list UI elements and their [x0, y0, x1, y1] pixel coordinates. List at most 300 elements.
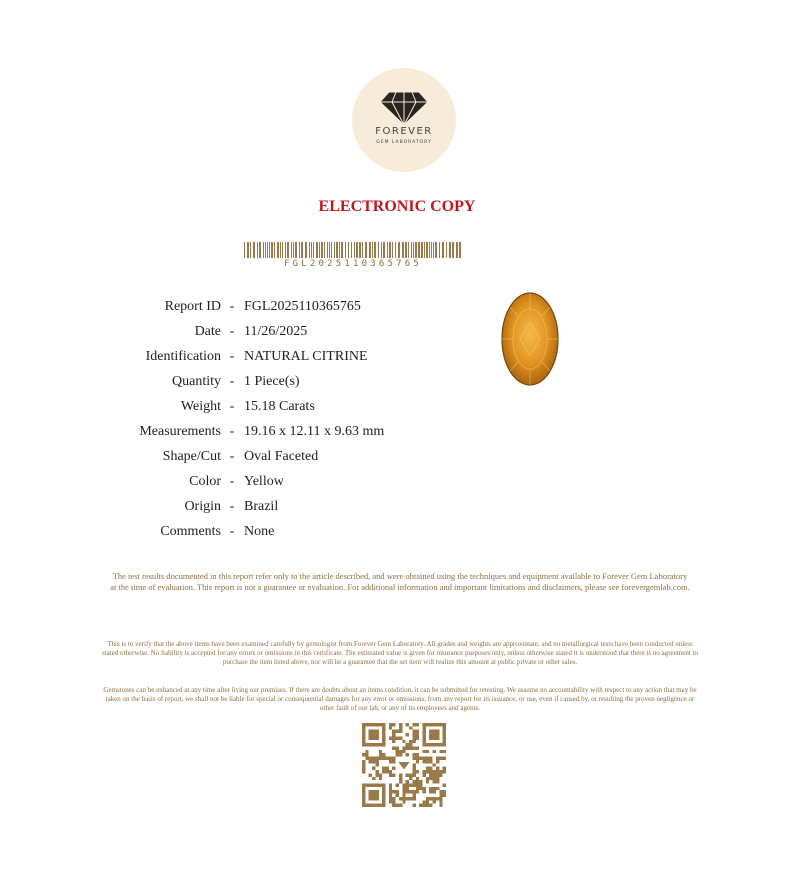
qr-module — [412, 753, 415, 756]
qr-module — [416, 787, 419, 790]
qr-module — [369, 757, 372, 760]
qr-module — [443, 794, 446, 797]
qr-module — [396, 783, 399, 786]
field-value: 1 Piece(s) — [244, 373, 300, 389]
barcode-bar — [395, 242, 396, 258]
barcode-bar — [449, 242, 451, 258]
field-value: 11/26/2025 — [244, 323, 308, 339]
qr-module — [379, 773, 382, 776]
field-label: Measurements — [139, 423, 221, 439]
qr-module — [443, 750, 446, 753]
qr-module — [402, 740, 405, 743]
barcode-bar — [282, 242, 283, 258]
qr-module — [389, 790, 392, 793]
qr-module — [443, 783, 446, 786]
qr-module — [372, 757, 375, 760]
qr-module — [426, 780, 429, 783]
qr-module — [412, 797, 415, 800]
qr-module — [402, 794, 405, 797]
qr-module — [426, 760, 429, 763]
barcode-bar — [433, 242, 434, 258]
barcode-bar — [378, 242, 379, 258]
qr-module — [396, 753, 399, 756]
qr-module — [389, 770, 392, 773]
barcode-bar — [374, 242, 376, 258]
qr-module — [412, 723, 415, 726]
qr-module — [429, 773, 432, 776]
qr-module — [389, 736, 392, 739]
barcode-bar — [356, 242, 358, 258]
qr-module — [396, 804, 399, 807]
qr-module — [362, 753, 365, 756]
qr-module — [392, 773, 395, 776]
qr-module — [422, 757, 425, 760]
barcode-bar — [291, 242, 292, 258]
qr-module — [392, 800, 395, 803]
qr-module — [429, 767, 432, 770]
qr-module — [429, 757, 432, 760]
qr-module — [409, 773, 412, 776]
qr-module — [416, 780, 419, 783]
barcode-bar — [336, 242, 338, 258]
qr-module — [433, 770, 436, 773]
qr-module — [375, 770, 378, 773]
qr-module — [426, 804, 429, 807]
qr-module — [389, 723, 392, 726]
qr-module — [416, 783, 419, 786]
liability-notice: Gemstones can be enhanced at any time after living our premises. If there are doubts about an items condition, it can be submitted for retesting. We assume no accountability with respect to any action that may be taken on the basis of report, we shall not be liable for special or consequential damages for any error or omissions, from any report for its issuance, or use, even if caused by, or resulting the proven negligence or other fault of our lab, or any of its employees and agents. — [103, 686, 697, 712]
qr-module — [379, 750, 382, 753]
qr-module — [412, 770, 415, 773]
barcode-bar — [280, 242, 281, 258]
qr-module — [422, 790, 425, 793]
qr-module — [439, 800, 442, 803]
qr-module — [439, 804, 442, 807]
field-row-comments — [100, 519, 440, 544]
qr-module — [362, 767, 365, 770]
field-separator: - — [229, 398, 235, 414]
qr-module — [399, 804, 402, 807]
barcode-bar — [263, 242, 264, 258]
field-value: Brazil — [244, 498, 279, 514]
qr-module — [389, 787, 392, 790]
barcode-number: FGL2025110365765 — [284, 259, 422, 269]
qr-module — [409, 797, 412, 800]
qr-module — [433, 750, 436, 753]
qr-module — [386, 770, 389, 773]
qr-module — [412, 733, 415, 736]
qr-finder — [369, 790, 379, 800]
qr-code[interactable] — [362, 723, 446, 807]
qr-module — [429, 760, 432, 763]
qr-module — [439, 790, 442, 793]
field-label: Identification — [145, 348, 221, 364]
qr-finder — [429, 730, 439, 740]
qr-module — [412, 763, 415, 766]
qr-module — [433, 787, 436, 790]
barcode-bar — [305, 242, 307, 258]
qr-module — [429, 777, 432, 780]
field-separator: - — [229, 323, 235, 339]
barcode-bar — [316, 242, 318, 258]
barcode-bar — [402, 242, 404, 258]
qr-module — [406, 743, 409, 746]
qr-module — [402, 797, 405, 800]
barcode-bar — [269, 242, 270, 258]
barcode-bar — [271, 242, 273, 258]
citrine-gem-image — [500, 290, 560, 388]
field-label: Quantity — [172, 373, 221, 389]
qr-module — [412, 767, 415, 770]
field-row-date — [100, 319, 440, 344]
field-row-quantity — [100, 369, 440, 394]
barcode-bar — [301, 242, 303, 258]
qr-module — [386, 757, 389, 760]
barcode-bar — [311, 242, 312, 258]
barcode-bar — [259, 242, 261, 258]
qr-module — [365, 753, 368, 756]
qr-module — [412, 730, 415, 733]
field-label: Report ID — [164, 298, 221, 314]
qr-module — [426, 767, 429, 770]
qr-module — [406, 783, 409, 786]
qr-module — [402, 783, 405, 786]
barcode-bar — [389, 242, 391, 258]
qr-module — [399, 773, 402, 776]
field-separator: - — [229, 298, 235, 314]
qr-module — [436, 780, 439, 783]
field-label: Color — [189, 473, 221, 489]
barcode-bar — [387, 242, 388, 258]
qr-module — [433, 800, 436, 803]
qr-module — [439, 750, 442, 753]
qr-module — [422, 787, 425, 790]
barcode-bar — [408, 242, 409, 258]
qr-module — [436, 777, 439, 780]
qr-module — [433, 777, 436, 780]
barcode-bar — [293, 242, 294, 258]
qr-module — [439, 794, 442, 797]
qr-module — [416, 770, 419, 773]
qr-module — [362, 770, 365, 773]
barcode-bar — [362, 242, 363, 258]
qr-module — [433, 763, 436, 766]
field-label: Date — [194, 323, 221, 339]
qr-module — [426, 770, 429, 773]
barcode-bar — [295, 242, 297, 258]
qr-module — [443, 767, 446, 770]
qr-module — [416, 747, 419, 750]
qr-module — [436, 760, 439, 763]
qr-module — [416, 733, 419, 736]
qr-module — [389, 797, 392, 800]
qr-module — [369, 760, 372, 763]
qr-module — [412, 747, 415, 750]
qr-module — [389, 794, 392, 797]
barcode-bar — [452, 242, 454, 258]
qr-module — [379, 757, 382, 760]
qr-module — [389, 757, 392, 760]
qr-module — [412, 740, 415, 743]
qr-module — [433, 797, 436, 800]
qr-module — [406, 797, 409, 800]
qr-module — [439, 770, 442, 773]
qr-module — [399, 726, 402, 729]
field-separator: - — [229, 423, 235, 439]
qr-module — [426, 800, 429, 803]
barcode-bar — [253, 242, 255, 258]
qr-module — [409, 783, 412, 786]
qr-module — [412, 783, 415, 786]
qr-module — [396, 730, 399, 733]
barcode-bar — [321, 242, 323, 258]
qr-module — [406, 773, 409, 776]
barcode-bar — [405, 242, 407, 258]
barcode-bar — [365, 242, 367, 258]
qr-module — [416, 730, 419, 733]
qr-module — [392, 790, 395, 793]
qr-module — [399, 777, 402, 780]
qr-module — [436, 757, 439, 760]
barcode-bar — [429, 242, 430, 258]
qr-module — [416, 723, 419, 726]
qr-module — [412, 773, 415, 776]
qr-module — [412, 780, 415, 783]
barcode-bar — [313, 242, 314, 258]
barcode-bar — [351, 242, 352, 258]
qr-module — [426, 750, 429, 753]
qr-module — [362, 760, 365, 763]
qr-module — [416, 757, 419, 760]
qr-module — [422, 773, 425, 776]
qr-module — [372, 777, 375, 780]
qr-module — [443, 770, 446, 773]
qr-module — [396, 750, 399, 753]
barcode-bar — [339, 242, 340, 258]
barcode-bar — [277, 242, 279, 258]
field-value: Yellow — [244, 473, 284, 489]
qr-module — [402, 787, 405, 790]
field-value: 15.18 Carats — [244, 398, 315, 414]
lab-logo — [352, 68, 456, 172]
barcode-bar — [411, 242, 412, 258]
barcode-bar — [287, 242, 289, 258]
qr-finder — [369, 730, 379, 740]
qr-module — [419, 783, 422, 786]
qr-module — [372, 767, 375, 770]
qr-module — [422, 750, 425, 753]
barcode-bar — [265, 242, 266, 258]
qr-module — [392, 767, 395, 770]
qr-module — [402, 750, 405, 753]
qr-module — [416, 790, 419, 793]
qr-module — [389, 726, 392, 729]
barcode-bar — [372, 242, 373, 258]
field-separator: - — [229, 348, 235, 364]
qr-module — [416, 736, 419, 739]
logo-name: FOREVER — [375, 126, 433, 137]
barcode-bar — [324, 242, 325, 258]
barcode-bar — [392, 242, 393, 258]
qr-module — [375, 763, 378, 766]
qr-module — [392, 760, 395, 763]
qr-module — [422, 770, 425, 773]
barcode-bar — [446, 242, 447, 258]
qr-module — [429, 787, 432, 790]
field-label: Comments — [160, 523, 221, 539]
field-label: Weight — [180, 398, 221, 414]
qr-module — [429, 797, 432, 800]
qr-module — [443, 757, 446, 760]
qr-module — [399, 797, 402, 800]
qr-module — [392, 747, 395, 750]
barcode-bar — [426, 242, 428, 258]
qr-module — [382, 753, 385, 756]
barcode-bar — [267, 242, 268, 258]
field-value: 19.16 x 12.11 x 9.63 mm — [244, 423, 385, 439]
qr-module — [439, 757, 442, 760]
field-value: NATURAL CITRINE — [244, 348, 368, 364]
barcode-bar — [285, 242, 286, 258]
qr-module — [392, 757, 395, 760]
barcode-bar — [329, 242, 330, 258]
qr-module — [375, 760, 378, 763]
field-separator: - — [229, 473, 235, 489]
qr-module — [416, 753, 419, 756]
qr-module — [399, 753, 402, 756]
field-row-report-id — [100, 294, 440, 319]
qr-module — [436, 767, 439, 770]
qr-module — [392, 740, 395, 743]
report-fields — [100, 294, 440, 544]
qr-module — [389, 783, 392, 786]
qr-module — [406, 747, 409, 750]
qr-module — [422, 804, 425, 807]
qr-module — [433, 780, 436, 783]
barcode-bar — [459, 242, 461, 258]
qr-module — [399, 723, 402, 726]
barcode-bar — [359, 242, 361, 258]
qr-module — [406, 733, 409, 736]
diamond-icon — [379, 90, 429, 126]
qr-module — [419, 804, 422, 807]
field-row-color — [100, 469, 440, 494]
barcode-bar — [309, 242, 310, 258]
barcode-bar — [334, 242, 335, 258]
qr-module — [382, 770, 385, 773]
qr-module — [399, 780, 402, 783]
qr-module — [433, 773, 436, 776]
barcode-bar — [435, 242, 437, 258]
qr-module — [436, 787, 439, 790]
barcode-bar — [421, 242, 423, 258]
qr-module — [396, 794, 399, 797]
qr-module — [409, 790, 412, 793]
qr-module — [419, 787, 422, 790]
barcode-bar — [415, 242, 417, 258]
qr-module — [396, 736, 399, 739]
qr-module — [439, 773, 442, 776]
qr-module — [416, 777, 419, 780]
qr-module — [392, 723, 395, 726]
field-value: Oval Faceted — [244, 448, 319, 464]
qr-module — [443, 790, 446, 793]
qr-module — [365, 757, 368, 760]
field-row-shape-cut — [100, 444, 440, 469]
qr-module — [412, 736, 415, 739]
qr-module — [416, 760, 419, 763]
barcode-bar — [369, 242, 371, 258]
logo-subtitle: GEM LABORATORY — [376, 140, 432, 145]
qr-module — [436, 770, 439, 773]
barcode-bar — [431, 242, 432, 258]
qr-module — [409, 747, 412, 750]
qr-module — [419, 780, 422, 783]
qr-module — [409, 743, 412, 746]
qr-module — [406, 787, 409, 790]
qr-module — [375, 773, 378, 776]
barcode-bar — [413, 242, 414, 258]
qr-module — [426, 777, 429, 780]
barcode-bar — [383, 242, 385, 258]
field-separator: - — [229, 523, 235, 539]
qr-module — [412, 804, 415, 807]
qr-module — [396, 747, 399, 750]
field-row-measurements — [100, 419, 440, 444]
qr-module — [412, 794, 415, 797]
field-separator: - — [229, 373, 235, 389]
qr-module — [379, 753, 382, 756]
qr-module — [419, 757, 422, 760]
barcode-bar — [257, 242, 258, 258]
qr-module — [382, 757, 385, 760]
electronic-copy-heading: ELECTRONIC COPY — [318, 198, 476, 215]
verification-notice: This is to verify that the above items have been examined carefully by gemologist from Forever Gem Laboratory. All grades and weights are approximate, and no metallurgical tests have been conducted unless stated otherwise. No liability is accepted for any errors or omissions in this certificate. The estimated value is given for insurance purposes only, unless otherwise stated it is understood that there is no agreement to purchase the item listed above, nor will be a guarantee that the set item will realize this amount at public private or other sales. — [101, 640, 698, 666]
barcode-bar — [345, 242, 346, 258]
barcode-bar — [442, 242, 444, 258]
qr-module — [406, 753, 409, 756]
barcode — [244, 242, 462, 258]
barcode-bar — [299, 242, 300, 258]
qr-module — [396, 790, 399, 793]
qr-module — [365, 750, 368, 753]
qr-module — [375, 757, 378, 760]
field-label: Origin — [184, 498, 221, 514]
qr-module — [402, 747, 405, 750]
qr-module — [436, 797, 439, 800]
qr-module — [429, 770, 432, 773]
barcode-bar — [341, 242, 343, 258]
barcode-bar — [274, 242, 275, 258]
qr-module — [409, 740, 412, 743]
barcode-bar — [319, 242, 320, 258]
qr-module — [399, 730, 402, 733]
barcode-bar — [398, 242, 400, 258]
qr-module — [412, 790, 415, 793]
barcode-bar — [456, 242, 458, 258]
qr-module — [409, 726, 412, 729]
disclaimer-text: The test results documented in this report refer only to the article described, and were obtained using the techniques and equipment available to Forever Gem Laboratory at the time of evaluation. This report is not a guarantee or evaluation. For additional information and important limitations and disclaimers, please see forevergemlab.com. — [110, 571, 690, 592]
qr-module — [392, 733, 395, 736]
barcode-bar — [250, 242, 251, 258]
barcode-bar — [424, 242, 425, 258]
qr-module — [372, 760, 375, 763]
barcode-bar — [381, 242, 382, 258]
qr-module — [392, 730, 395, 733]
qr-module — [406, 780, 409, 783]
barcode-bar — [244, 242, 245, 258]
qr-module — [436, 773, 439, 776]
